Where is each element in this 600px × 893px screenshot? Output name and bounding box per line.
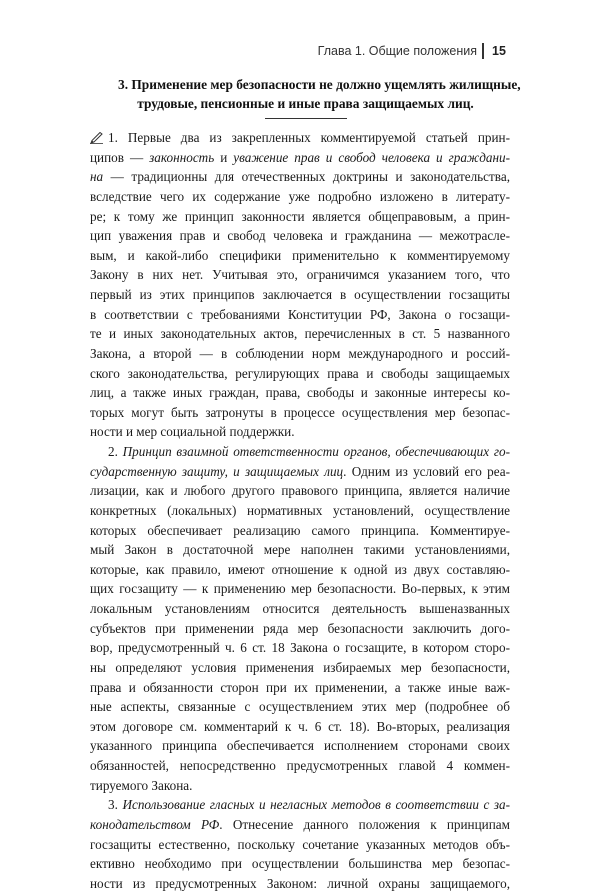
paragraph-2-line: ны определяют условия применения избираемых мер безопасности, (90, 659, 510, 675)
paragraph-1-line: лиц, а также иных граждан, права, свободы и законные интересы ко- (90, 385, 510, 401)
header-separator (482, 43, 484, 59)
paragraph-2-line: конкретных (локальных) нормативных установлений, осуществление (90, 502, 510, 518)
heading-divider (265, 118, 347, 119)
section-heading (118, 75, 521, 113)
paragraph-3-line: ективно необходимо при осуществлении большинства мер безопас- (90, 856, 510, 872)
paragraph-1-line: те и иных законодательных актов, перечисленных в ст. 5 названного (90, 326, 510, 342)
paragraph-1-line: вым, и какой-либо специфики применительно к комментируемому (90, 247, 510, 263)
paragraph-2-line: которые, как правило, имеют отношение к одной из двух составляю- (90, 561, 510, 577)
chapter-title: Глава 1. Общие положения (317, 44, 477, 58)
paragraph-2-line: сударственную защиту, и защищаемых лиц. Одним из условий его реа- (90, 463, 510, 479)
paragraph-2-line: обязанностей, непосредственно предусмотренных главой 4 коммен- (90, 758, 510, 773)
paragraph-1-line: на — традиционны для отечественных доктрины и законодательства, (90, 169, 510, 185)
paragraph-1-line: ципов — законность и уважение прав и свобод человека и граждани- (90, 149, 510, 165)
paragraph-1-line: ского законодательства, регулирующих права и свободы защищаемых (90, 365, 510, 381)
paragraph-1-line: вследствие чего их содержание уже подробно изложено в литерату- (90, 188, 510, 204)
paragraph-3-line: ности из предусмотренных Законом: личной охраны защищаемого, (90, 875, 510, 891)
section-heading-line-1: 3. Применение мер безопасности не должно ущемлять жилищные, (118, 77, 521, 92)
paragraph-2-line: тируемого Закона. (90, 777, 193, 793)
pen-note-icon (90, 132, 104, 144)
paragraph-1-line: цип уважения прав и свобод человека и гражданина — межотрасле- (90, 228, 510, 244)
paragraph-3-line: 3. Использование гласных и негласных методов в соответствии с за- (108, 797, 510, 813)
paragraph-2-line: субъектов при применении ряда мер безопасности заключить дого- (90, 620, 510, 636)
paragraph-2-line: локальным установлениям относится деятельность вышеназванных (90, 601, 510, 616)
running-header (0, 40, 600, 62)
paragraph-2-line: 2. Принцип взаимной ответственности органов, обеспечивающих го- (108, 444, 510, 459)
paragraph-2-line: лизации, как и любого другого правового принципа, является наличие (90, 483, 510, 499)
paragraph-1-line: первый из этих принципов заключается в осуществлении госзащиты (90, 287, 510, 302)
paragraph-1-line: Закону в них нет. Учитывая это, ограничимся указанием того, что (90, 267, 510, 283)
page-number: 15 (492, 44, 506, 58)
paragraph-2-line: щих госзащиту — к применению мер безопасности. Во-первых, к этим (90, 581, 510, 597)
paragraph-1-line: Закона, а второй — в соблюдении норм международного и россий- (90, 345, 510, 361)
commentary-body (90, 128, 510, 893)
paragraph-2-line: вор, предусмотренный ч. 6 ст. 18 Закона о госзащите, в котором сторо- (90, 640, 510, 656)
paragraph-3-line: конодательством РФ. Отнесение данного положения к принципам (90, 816, 510, 832)
paragraph-1-line: в соответствии с требованиями Конституции РФ, Закона о госзащи- (90, 306, 510, 322)
paragraph-3-line: госзащиты естественно, поскольку сочетание указанных методов объ- (90, 836, 510, 852)
paragraph-2-line: права и обязанности сторон при их применении, а также иные важ- (90, 679, 510, 695)
paragraph-2-line: которых обеспечивает реализацию самого принципа. Комментируе- (90, 522, 510, 538)
paragraph-2-line: этом договоре см. комментарий к ч. 6 ст. 18). Во-вторых, реализация (90, 718, 510, 734)
paragraph-2-line: указанного принципа обеспечивается исполнением сторонами своих (90, 738, 510, 754)
section-heading-line-2: трудовые, пенсионные и иные права защищаемых лиц. (137, 96, 474, 111)
paragraph-2-line: ные аспекты, связанные с осуществлением этих мер (подробнее об (90, 699, 510, 715)
paragraph-1-line: торых могут быть затронуты в процессе осуществления мер безопас- (90, 404, 510, 420)
paragraph-2-line: мый Закон в достаточной мере наполнен такими установлениями, (90, 542, 510, 558)
paragraph-1-line: ре; к тому же принцип законности является общеправовым, а прин- (90, 208, 510, 224)
paragraph-1-line: ности и мер социальной поддержки. (90, 424, 295, 440)
paragraph-1-line: 1. Первые два из закрепленных комментируемой статьей прин- (90, 128, 510, 148)
